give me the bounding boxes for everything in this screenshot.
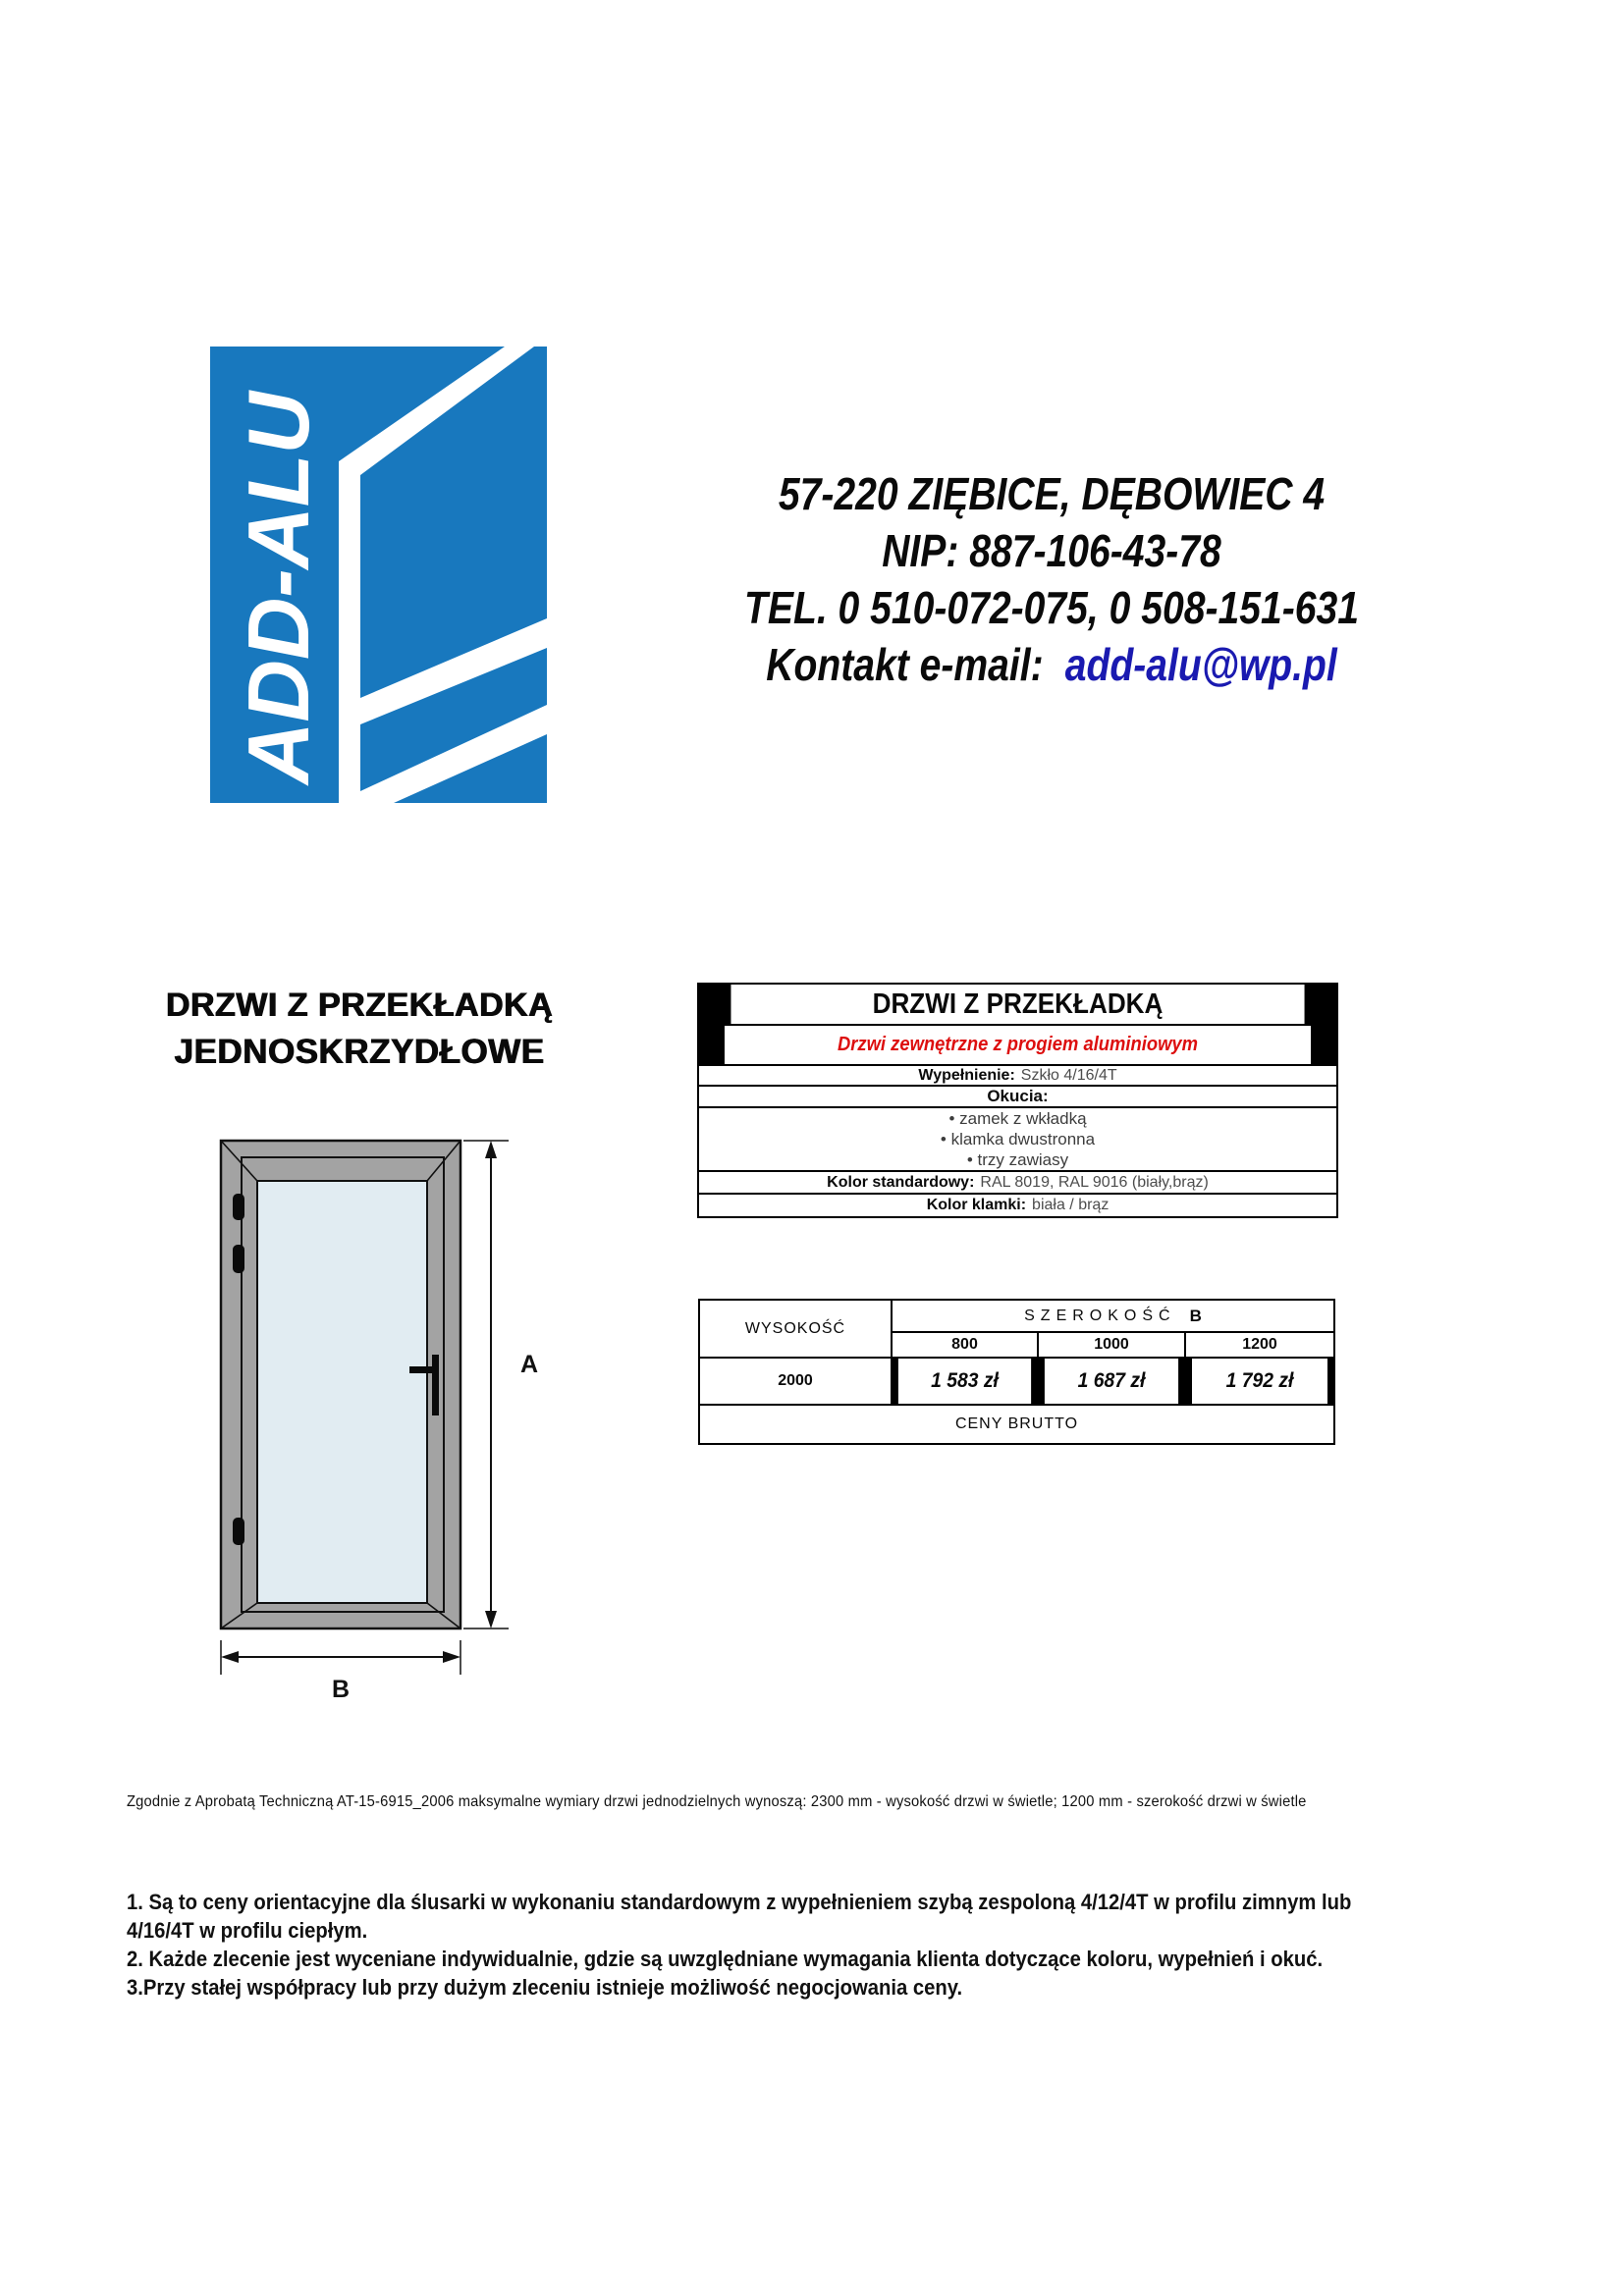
width-1000-header: 1000	[1039, 1333, 1184, 1357]
width-header-symbol: B	[1189, 1306, 1202, 1325]
hinge-middle-icon	[233, 1245, 244, 1273]
height-2000-cell: 2000	[700, 1359, 891, 1404]
spec-row-standard-color	[699, 1172, 1336, 1193]
pricing-note-line: 2. Każde zlecenie jest wyceniane indywidualnie, gdzie są uwzględniane wymagania klienta dotyczące koloru, wypełnień i okuć.	[127, 1947, 1324, 1971]
dimension-b-label: B	[331, 1676, 351, 1703]
section-title-line2: JEDNOSKRZYDŁOWE	[174, 1033, 545, 1071]
standard-color-value: RAL 8019, RAL 9016 (biały,brąz)	[980, 1173, 1209, 1191]
hinge-bottom-icon	[233, 1518, 244, 1545]
pricing-notes	[127, 1888, 1351, 2002]
technical-approval-note: Zgodnie z Aprobatą Techniczną AT-15-6915_2006 maksymalne wymiary drzwi jednodzielnych wynoszą: 2300 mm - wysokość drzwi w świetle; 1200 mm - szerokość drzwi w świetle	[127, 1793, 1307, 1810]
price-col-height-header: WYSOKOŚĆ	[700, 1301, 891, 1357]
spec-table-title: DRZWI Z PRZEKŁADKĄ	[731, 985, 1304, 1024]
spec-table	[697, 983, 1338, 1218]
spec-row-fittings-list	[699, 1108, 1336, 1170]
spec-row-handle-color	[699, 1195, 1336, 1216]
spec-table-subtitle: Drzwi zewnętrzne z progiem aluminiowym	[725, 1026, 1311, 1064]
door-glass-pane	[257, 1181, 427, 1603]
width-800-header: 800	[893, 1333, 1037, 1357]
dimension-a-label: A	[520, 1351, 539, 1378]
handle-color-label: Kolor klamki:	[926, 1197, 1027, 1213]
fitting-item: • trzy zawiasy	[966, 1150, 1069, 1169]
door-diagram	[196, 1119, 560, 1708]
price-2000x1000: 1 687 zł	[1045, 1359, 1178, 1404]
filling-label: Wypełnienie:	[918, 1066, 1015, 1084]
company-address: 57-220 ZIĘBICE, DĘBOWIEC 4	[778, 468, 1326, 519]
width-header-text: SZEROKOŚĆ	[1024, 1307, 1176, 1324]
standard-color-label: Kolor standardowy:	[827, 1173, 975, 1191]
width-1200-header: 1200	[1186, 1333, 1333, 1357]
fitting-item: • klamka dwustronna	[940, 1130, 1096, 1148]
company-phone: TEL. 0 510-072-075, 0 508-151-631	[743, 582, 1360, 633]
dimension-a-lines	[463, 1141, 509, 1629]
price-table	[698, 1299, 1335, 1445]
logo-wordmark: ADD-ALU	[230, 392, 327, 784]
dimension-b-lines	[221, 1640, 460, 1675]
spec-row-filling	[699, 1066, 1336, 1085]
filling-value: Szkło 4/16/4T	[1020, 1066, 1117, 1084]
price-col-width-header	[893, 1301, 1333, 1331]
price-2000x800: 1 583 zł	[898, 1359, 1031, 1404]
section-title	[137, 983, 581, 1076]
company-contact-line	[676, 636, 1429, 693]
section-title-line1: DRZWI Z PRZEKŁADKĄ	[165, 987, 554, 1024]
price-2000x1200: 1 792 zł	[1192, 1359, 1327, 1404]
spec-row-fittings-header	[699, 1087, 1336, 1106]
pricing-note-line: 3.Przy stałej współpracy lub przy dużym zleceniu istnieje możliwość negocjowania ceny.	[127, 1975, 963, 2000]
add-alu-logo	[210, 347, 547, 803]
pricing-note-line: 1. Są to ceny orientacyjne dla ślusarki w wykonaniu standardowym z wypełnieniem szybą zespoloną 4/12/4T w profilu zimnym lub	[127, 1890, 1352, 1914]
company-header	[609, 465, 1494, 693]
pricing-note-line: 4/16/4T w profilu ciepłym.	[127, 1918, 368, 1943]
email-link[interactable]: add-alu@wp.pl	[1064, 639, 1337, 690]
handle-color-value: biała / brąz	[1032, 1197, 1110, 1213]
email-label: Kontakt e-mail:	[766, 639, 1044, 690]
company-nip: NIP: 887-106-43-78	[882, 525, 1221, 576]
fitting-item: • zamek z wkładką	[948, 1109, 1087, 1128]
hinge-top-icon	[233, 1194, 244, 1220]
fittings-label: Okucia:	[987, 1087, 1049, 1105]
gross-prices-note: CENY BRUTTO	[700, 1406, 1333, 1443]
